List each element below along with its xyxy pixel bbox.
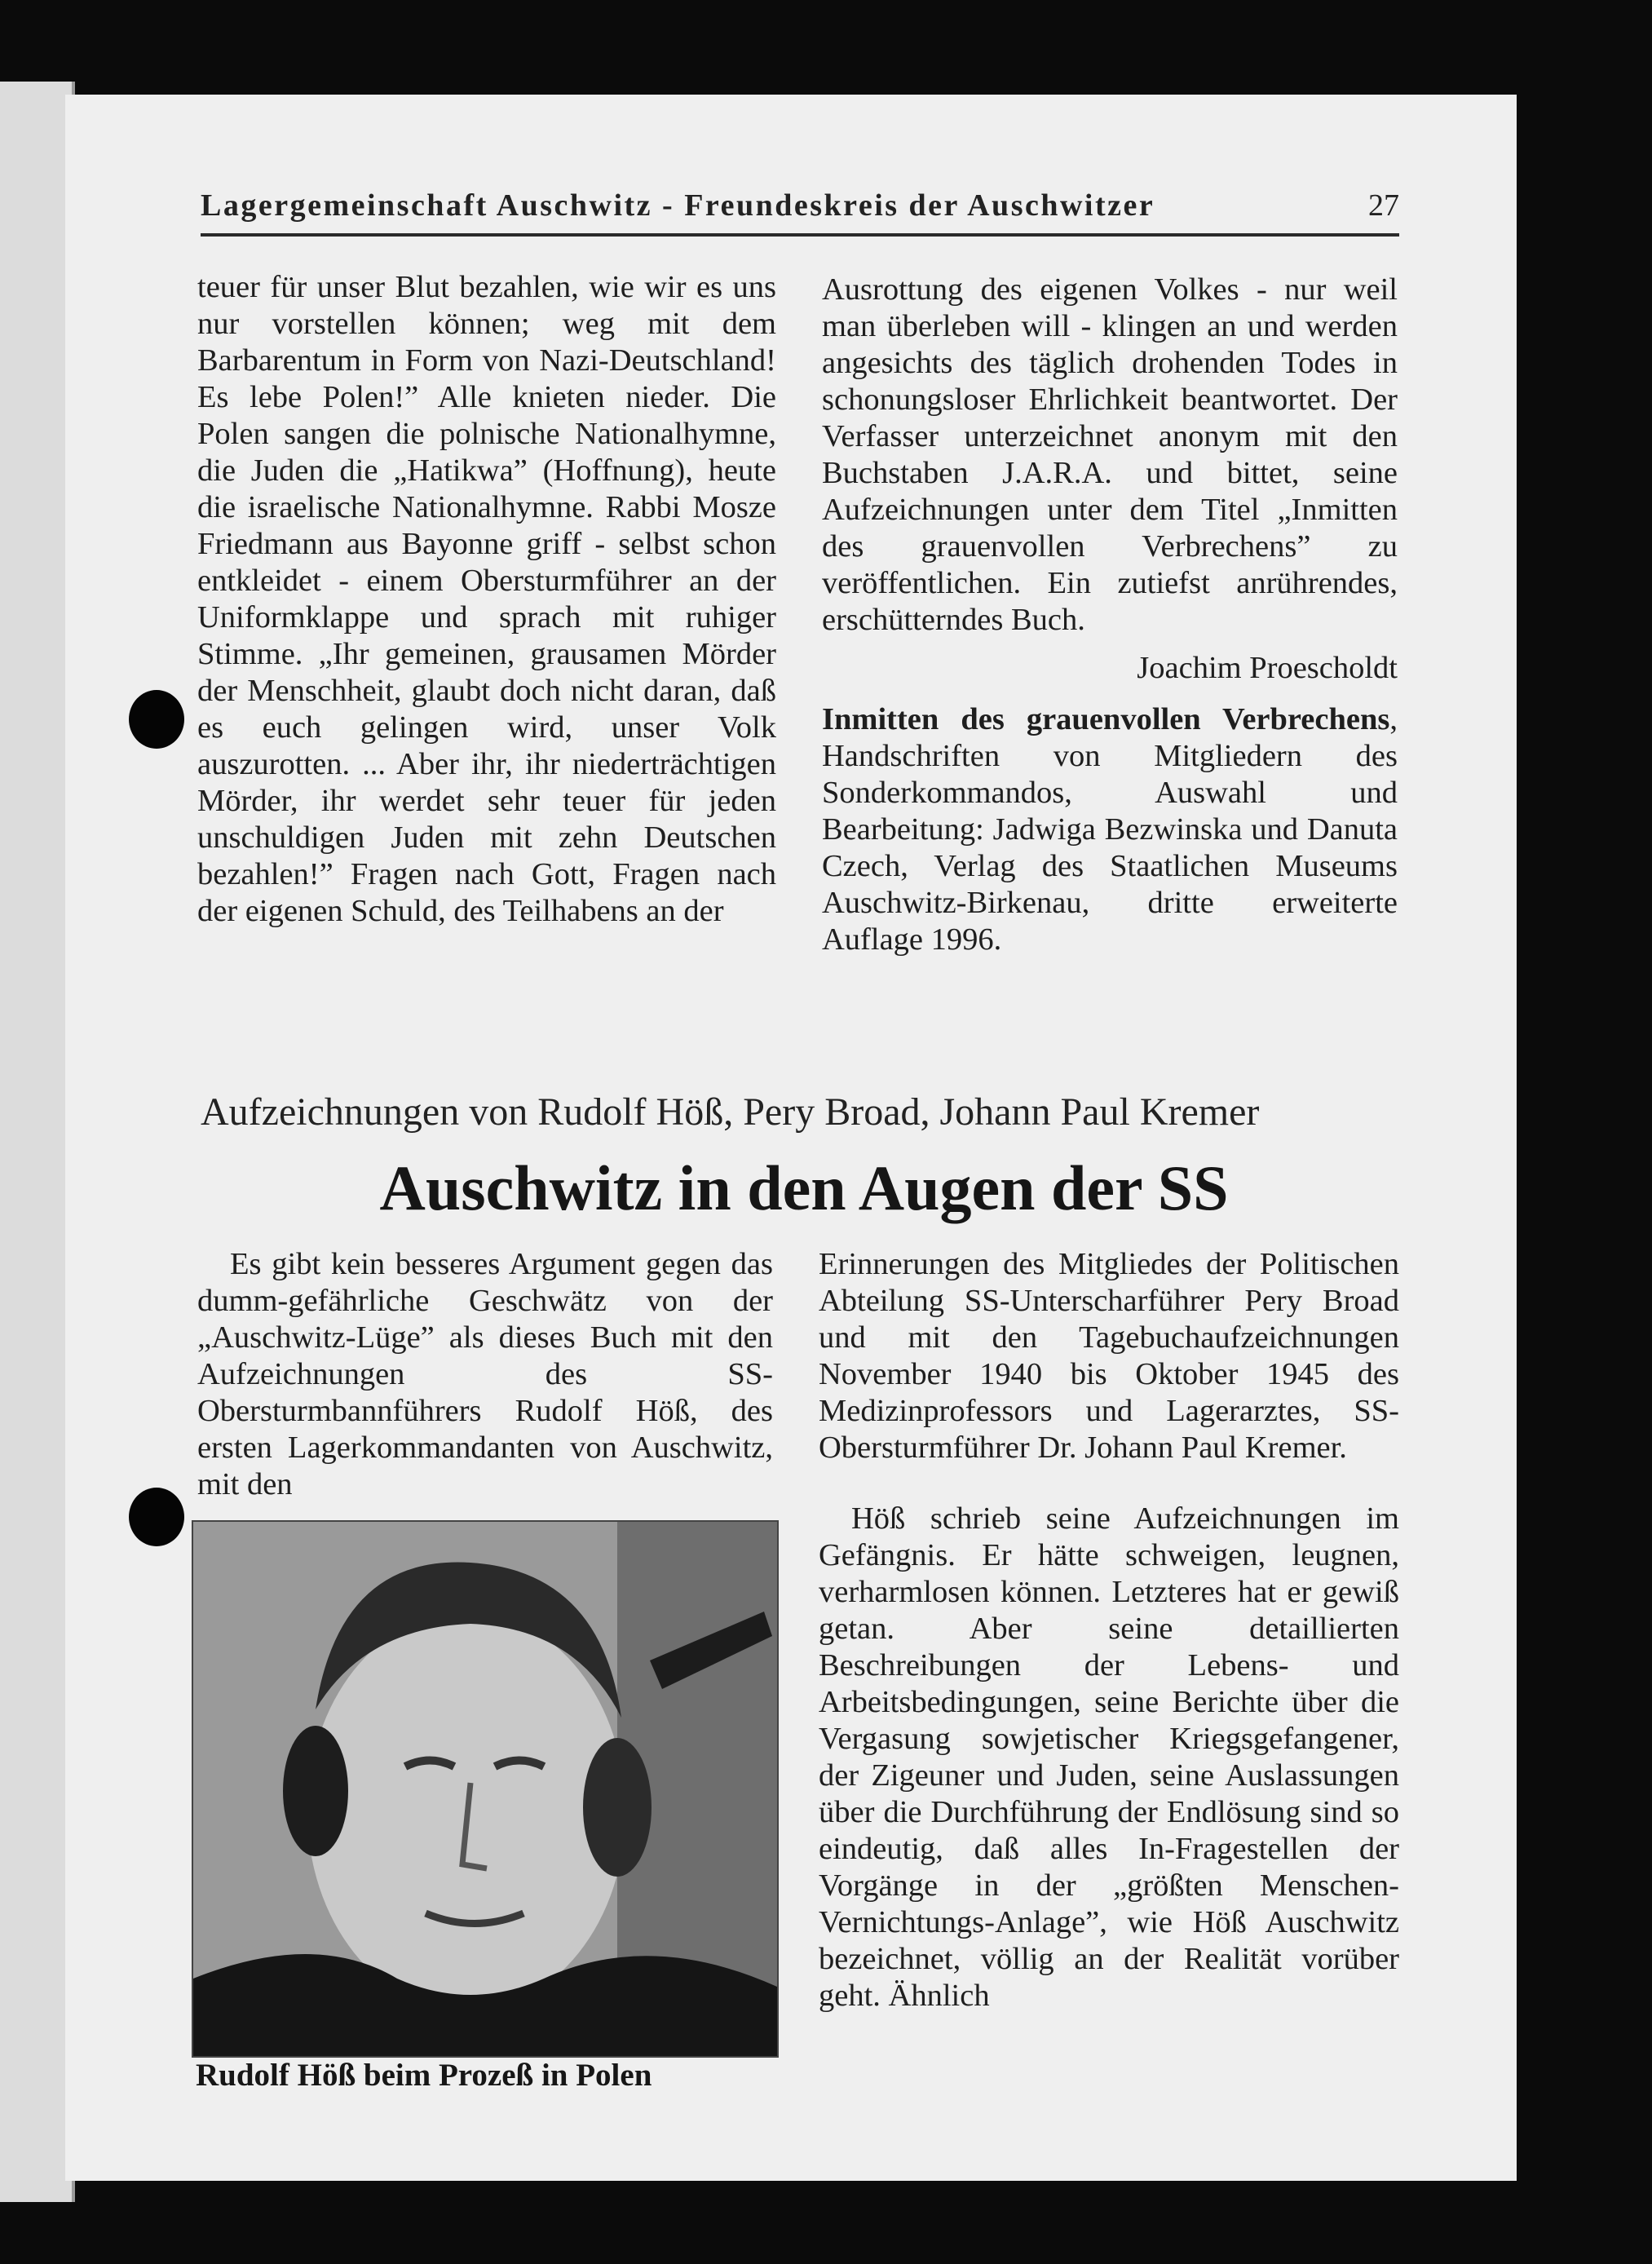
review-text-col1: teuer für unser Blut bezahlen, wie wir es uns nur vorstellen können; weg mit dem Barbarentum in Form von Nazi-Deutschland! Es lebe Polen!” Alle knieten nieder. Die Polen sangen die polnische Nationalhymne, die Juden die „Hatikwa” (Hoffnung), heute die israelische Nationalhymne. Rabbi Mosze Friedmann aus Bayonne griff - selbst schon entkleidet - einem Obersturmführer an der Uniformklappe und sprach mit ruhiger Stimme. „Ihr gemeinen, grausamen Mörder der Menschheit, glaubt doch nicht daran, daß es euch gelingen wird, unser Volk auszurotten. ... Aber ihr, ihr niederträchtigen Mörder, ihr werdet sehr teuer für jeden unschuldigen Juden mit zehn Deutschen bezahlen!” Fragen nach Gott, Fragen nach der eigenen Schuld, des Teilhabens an der — [197, 270, 776, 928]
review-signature: Joachim Proescholdt — [1137, 651, 1398, 685]
photo-caption: Rudolf Höß beim Prozeß in Polen — [196, 2058, 652, 2093]
facing-page-edge — [0, 82, 75, 2202]
article-text-col1: Es gibt kein besseres Argument gegen das dumm-gefährliche Geschwätz von der „Auschwitz-Lüge” als dieses Buch mit den Aufzeichnungen des SS-Obersturmbannführers Rudolf Höß, des ersten Lagerkommandanten von Auschwitz, mit den — [197, 1247, 773, 1501]
punch-hole-upper — [129, 690, 184, 749]
book-reference — [822, 701, 1398, 958]
review-column-2 — [822, 272, 1398, 958]
article-column-2 — [819, 1246, 1399, 2014]
article-text-col2-p2: Höß schrieb seine Aufzeichnungen im Gefängnis. Er hätte schweigen, leugnen, verharmlosen können. Letzteres hat er gewiß getan. Aber seine detaillierten Beschreibungen der Lebens- und Arbeitsbedingungen, seine Berichte über die Vergasung sowjetischer Kriegsgefangener, der Zigeuner und Juden, seine Auslassungen über die Durchführung der Endlösung sind so eindeutig, daß alles In-Fragestellen der Vorgänge in der „größten Menschen-Vernichtungs-Anlage”, wie Höß Auschwitz bezeichnet, völlig an der Realität vorüber geht. Ähnlich — [819, 1501, 1399, 2013]
header-title: Lagergemeinschaft Auschwitz - Freundeskreis der Auschwitzer — [201, 188, 1155, 223]
review-column-1 — [197, 269, 776, 930]
article-headline: Auschwitz in den Augen der SS — [379, 1152, 1229, 1223]
article-subtitle: Aufzeichnungen von Rudolf Höß, Pery Broad, Johann Paul Kremer — [201, 1090, 1260, 1134]
punch-hole-lower — [129, 1488, 184, 1546]
book-details: , Handschriften von Mitgliedern des Sonderkommandos, Auswahl und Bearbeitung: Jadwiga Bezwinska und Danuta Czech, Verlag des Staatlichen Museums Auschwitz-Birkenau, dritte erweiterte Auflage 1996. — [822, 702, 1398, 957]
article-text-col2-p1: Erinnerungen des Mitgliedes der Politischen Abteilung SS-Unterscharführer Pery Broad und mit den Tagebuchaufzeichnungen November 1940 bis Oktober 1945 des Medizinprofessors und Lagerarztes, SS-Obersturmführer Dr. Johann Paul Kremer. — [819, 1247, 1399, 1465]
portrait-photo-illustration — [193, 1522, 777, 2056]
article-column-1 — [197, 1246, 773, 1503]
book-title: Inmitten des grauenvollen Verbrechens — [822, 702, 1390, 736]
page-number: 27 — [1368, 188, 1399, 223]
portrait-photo — [192, 1520, 779, 2058]
review-text-col2: Ausrottung des eigenen Volkes - nur weil man überleben will - klingen an und werden angesichts des täglich drohenden Todes in schonungsloser Ehrlichkeit beantwortet. Der Verfasser unterzeichnet anonym mit den Buchstaben J.A.R.A. und bittet, seine Aufzeichnungen unter dem Titel „Inmitten des grauenvollen Verbrechens” zu veröffentlichen. Ein zutiefst anrührendes, erschütterndes Buch. — [822, 272, 1398, 637]
running-header — [201, 188, 1399, 237]
